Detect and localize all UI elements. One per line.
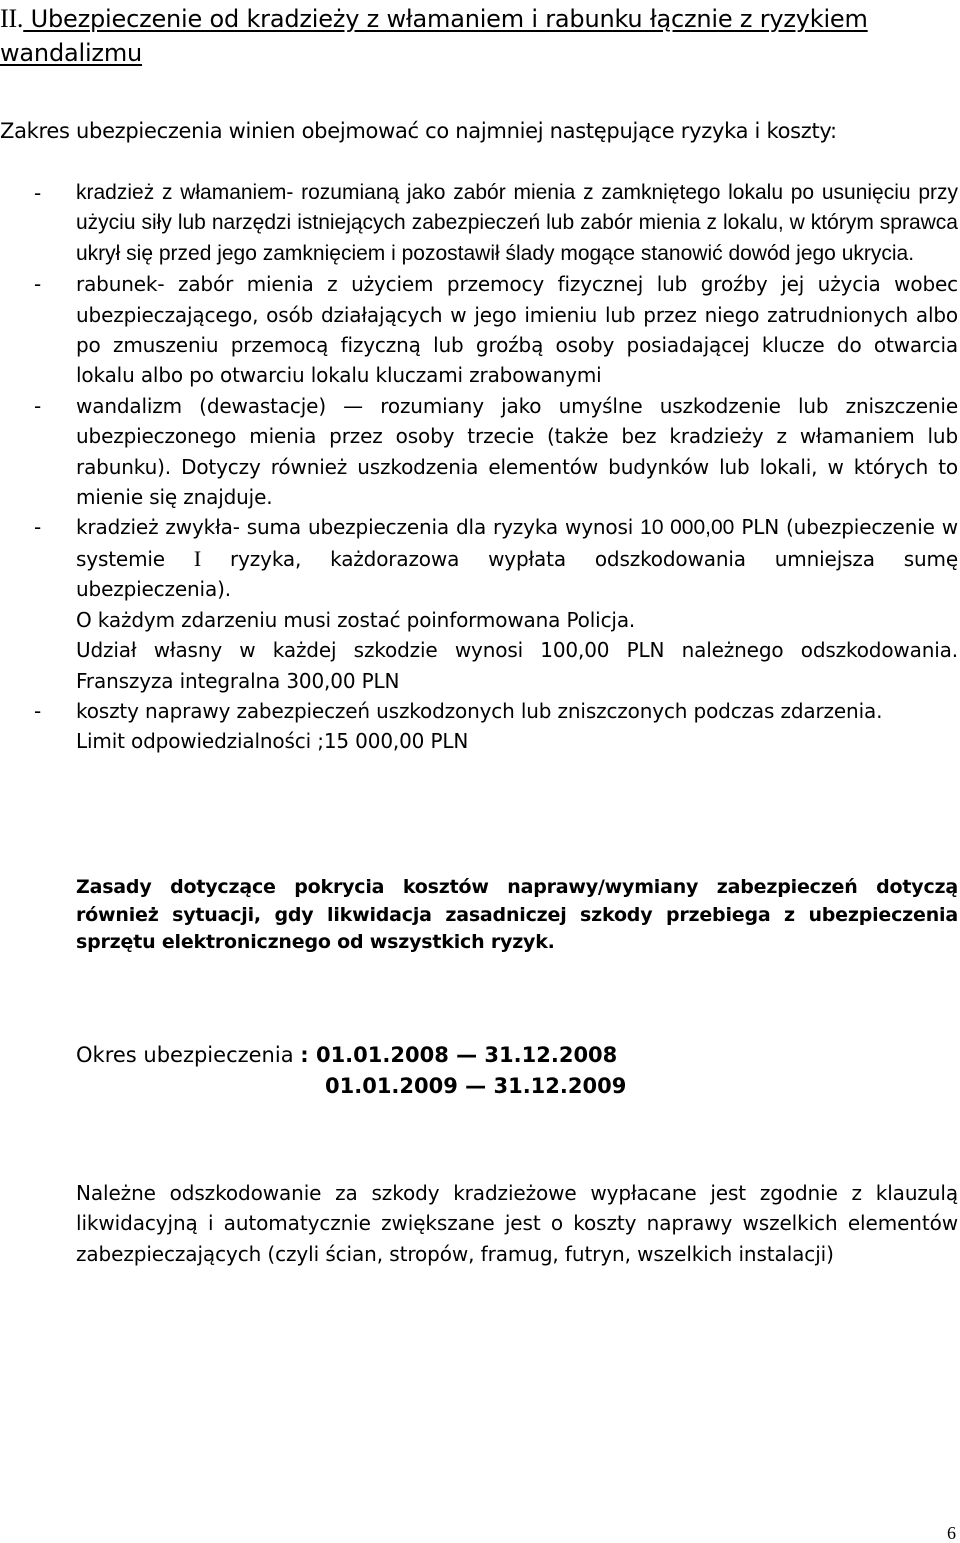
vandalism-text: wandalizm (dewastacje) — rozumiany jako umyślne uszkodzenie lub zniszczenie ubezpieczonego mienia przez osoby trzecie (także bez kradzieży z włamaniem lub rabunku). Dotyczy również uszkodzenia elementów budynków lub lokali, w których to mienie się znajduje. — [76, 393, 958, 510]
list-item-burglary — [0, 178, 958, 269]
period-label: Okres ubezpieczenia — [76, 1043, 301, 1067]
list-dash: - — [34, 515, 42, 540]
page-number: 6 — [947, 1523, 956, 1543]
theft-amount: 10 000,00 — [640, 516, 735, 540]
compensation-text: Należne odszkodowanie za szkody kradzieżowe wypłacane jest zgodnie z klauzulą likwidacyjną i automatycznie zwiększane jest o koszty naprawy wszelkich elementów zabezpieczających (czyli ścian, stropów, framug, futryn, wszelkich instalacji) — [76, 1181, 958, 1266]
list-dash: - — [34, 272, 42, 297]
section-heading — [0, 2, 958, 70]
theft-text-c: ryzyka, każdorazowa wypłata odszkodowania umniejsza sumę ubezpieczenia). — [76, 546, 958, 602]
list-item-robbery — [0, 269, 958, 391]
theft-text-b: PLN (ubezpieczenie w systemie — [76, 515, 958, 571]
list-item-vandalism — [0, 391, 958, 513]
list-item-security-costs — [0, 696, 958, 757]
theft-roman-numeral: I — [193, 545, 202, 571]
liability-limit: Limit odpowiedzialności ;15 000,00 PLN — [76, 729, 469, 754]
theft-text-a: kradzież zwykła- suma ubezpieczenia dla ryzyka wynosi — [76, 515, 641, 540]
period-second: 01.01.2009 — 31.12.2009 — [325, 1074, 627, 1098]
robbery-text: rabunek- zabór mienia z użyciem przemocy fizycznej lub groźby jej użycia wobec ubezpieczającego, osób działających w jego imieniu lub przez niego zatrudnionych albo po zmuszeniu przemocą fizyczną lub groźbą osoby posiadającej klucze do otwarcia lokalu albo po otwarciu lokalu kluczami zrabowanymi — [76, 272, 958, 388]
theft-text — [76, 512, 958, 604]
coverage-rules-note: Zasady dotyczące pokrycia kosztów naprawy/wymiany zabezpieczeń dotyczą również sytuacji, gdy likwidacja zasadniczej szkody przebiega z ubezpieczenia sprzętu elektronicznego od wszystkich ryzyk. — [76, 876, 958, 953]
security-costs-text: koszty naprawy zabezpieczeń uszkodzonych lub zniszczonych podczas zdarzenia. — [76, 698, 883, 723]
section-title: Ubezpieczenie od kradzieży z włamaniem i rabunku łącznie z ryzykiem wandalizmu — [0, 5, 868, 67]
intro-text: Zakres ubezpieczenia winien obejmować co najmniej następujące ryzyka i koszty: — [0, 119, 837, 143]
period-first: : 01.01.2008 — 31.12.2008 — [300, 1043, 618, 1067]
section-number: II. — [0, 4, 24, 33]
risk-list — [0, 178, 958, 757]
list-dash: - — [34, 698, 42, 723]
list-item-theft — [0, 512, 958, 695]
burglary-text: kradzież z włamaniem- rozumianą jako zabór mienia z zamkniętego lokalu po usunięciu przy użyciu siły lub narzędzi istniejących zabezpieczeń lub zabór mienia z lokalu, w którym sprawca ukrył się przed jego zamknięciem i pozostawił ślady mogące stanowić dowód jego ukrycia. — [76, 181, 958, 265]
deductible-text: Udział własny w każdej szkodzie wynosi 100,00 PLN należnego odszkodowania. Franszyza integralna 300,00 PLN — [76, 638, 958, 693]
list-dash: - — [34, 181, 42, 205]
list-dash: - — [34, 393, 42, 418]
insurance-period — [76, 1040, 617, 1070]
police-notice: O każdym zdarzeniu musi zostać poinformowana Policja. — [76, 607, 636, 632]
